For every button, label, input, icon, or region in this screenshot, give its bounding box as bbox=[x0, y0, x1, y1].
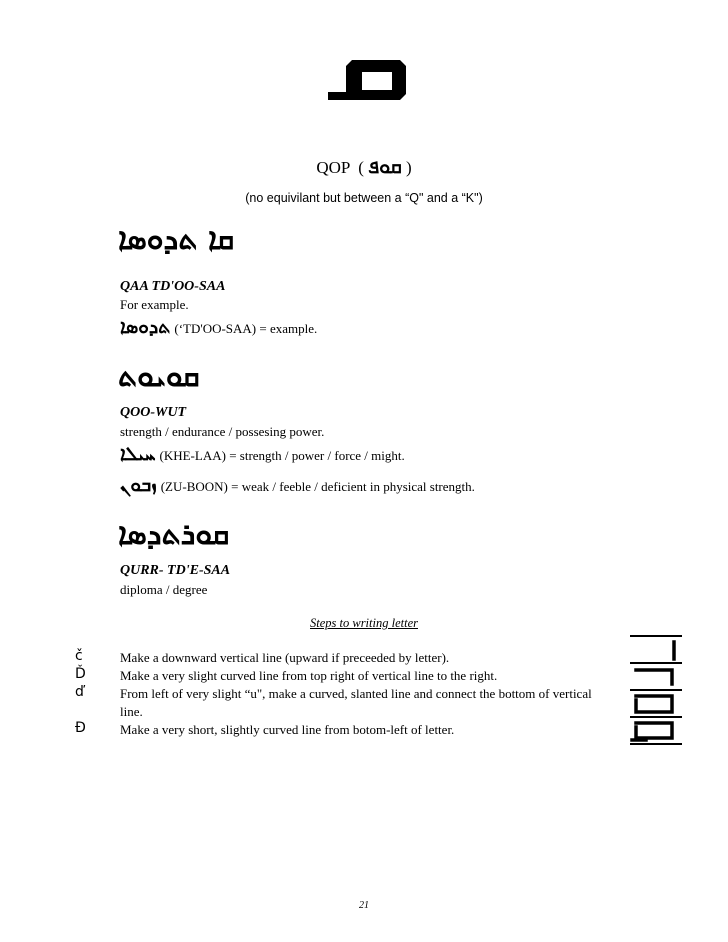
example-syriac: ܬܕܘܣܐ bbox=[120, 316, 171, 338]
example-text: (KHE-LAA) = strength / power / force / might. bbox=[159, 448, 405, 463]
entry-syriac-word: ܩܐ ܬܕܘܣܐ bbox=[118, 222, 235, 257]
step-marker: ď bbox=[75, 684, 84, 700]
step-marker: č bbox=[75, 648, 83, 664]
title-latin: QOP bbox=[316, 158, 350, 177]
example-row bbox=[120, 316, 317, 338]
page-subtitle: (no equivilant but between a “Q" and a “K") bbox=[245, 191, 483, 205]
title-open-paren: ( bbox=[358, 158, 364, 177]
page-title bbox=[0, 154, 728, 178]
entry-gloss: strength / endurance / possesing power. bbox=[120, 424, 325, 439]
entry-gloss: For example. bbox=[120, 297, 189, 312]
example-text: (ZU-BOON) = weak / feeble / deficient in physical strength. bbox=[160, 479, 475, 494]
step-text: From left of very slight “u", make a curved, slanted line and connect the bottom of vertical line. bbox=[120, 686, 592, 719]
example-syriac: ܚܝܠܐ bbox=[120, 443, 156, 465]
entry-transliteration: QOO-WUT bbox=[120, 405, 187, 420]
entry-transliteration: QAA TD'OO-SAA bbox=[120, 279, 226, 294]
title-syriac: ܩܘܦ bbox=[368, 154, 402, 178]
steps-heading: Steps to writing letter bbox=[310, 616, 418, 630]
step-text: Make a downward vertical line (upward if preceeded by letter). bbox=[120, 650, 450, 665]
entry-syriac-word: ܩܘܪܬܕܣܐ bbox=[118, 517, 230, 552]
example-row bbox=[120, 443, 405, 465]
example-text: (‘TD'OO-SAA) = example. bbox=[174, 321, 318, 336]
stroke-order-diagram bbox=[628, 630, 684, 748]
entry-gloss: diploma / degree bbox=[120, 582, 208, 597]
page-number: 21 bbox=[359, 900, 369, 911]
step-marker: Ď bbox=[75, 666, 86, 682]
step-text: Make a very slight curved line from top right of vertical line to the right. bbox=[120, 668, 498, 683]
entry-transliteration: QURR- TD'E-SAA bbox=[120, 563, 231, 578]
big-letter-qop bbox=[322, 54, 408, 110]
step-marker: Đ bbox=[75, 720, 86, 736]
step-text: Make a very short, slightly curved line from botom-left of letter. bbox=[120, 722, 455, 737]
example-syriac: ܙܒܘܢ bbox=[120, 474, 157, 496]
entry-syriac-word: ܩܘܝܘܬ bbox=[118, 359, 200, 394]
example-row bbox=[120, 474, 475, 496]
title-close-paren: ) bbox=[405, 158, 412, 177]
